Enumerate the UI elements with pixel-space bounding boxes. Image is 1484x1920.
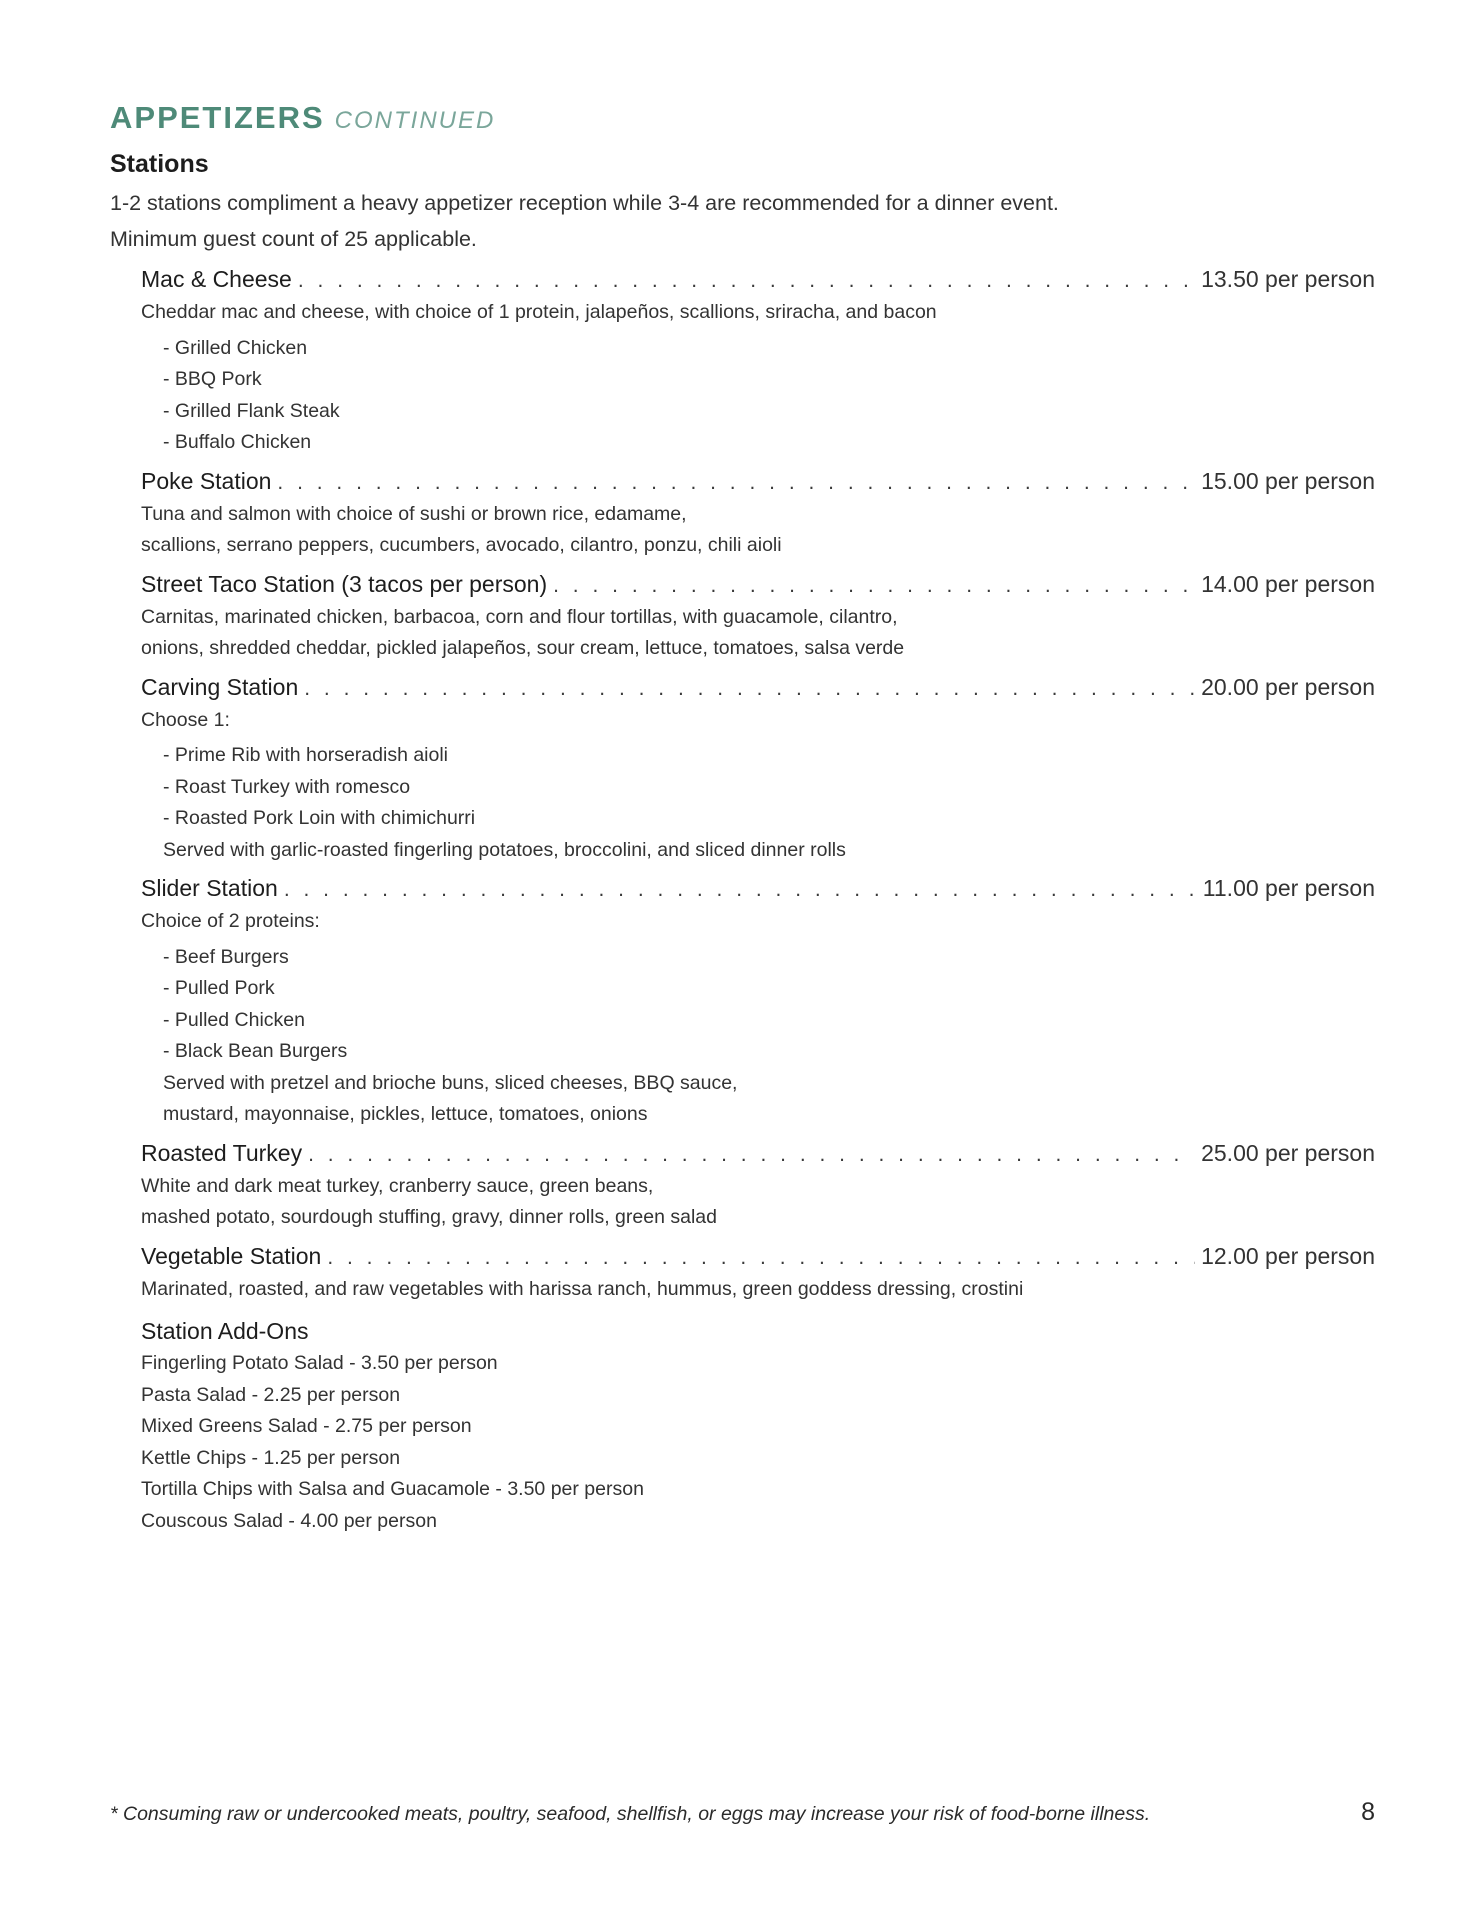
dot-leader <box>327 1241 1195 1274</box>
description-line: scallions, serrano peppers, cucumbers, avocado, cilantro, ponzu, chili aioli <box>141 534 782 556</box>
intro-line: Minimum guest count of 25 applicable. <box>110 227 477 251</box>
option-line: - Roast Turkey with romesco <box>163 775 411 798</box>
option-line: - Beef Burgers <box>163 945 289 968</box>
menu-item-mac-cheese <box>141 263 1375 459</box>
item-name: Carving Station <box>141 673 299 700</box>
option-line: Served with garlic-roasted fingerling potatoes, broccolini, and sliced dinner rolls <box>163 838 846 861</box>
option-line: - Pulled Chicken <box>163 1008 305 1031</box>
menu-item-street-taco-station <box>141 568 1375 665</box>
dot-leader <box>308 1138 1195 1171</box>
description-line: onions, shredded cheddar, pickled jalapeños, sour cream, lettuce, tomatoes, salsa verde <box>141 637 905 659</box>
description-line: Choose 1: <box>141 708 230 731</box>
description-line: Cheddar mac and cheese, with choice of 1 protein, jalapeños, scallions, sriracha, and bacon <box>141 301 937 323</box>
addon-line: Tortilla Chips with Salsa and Guacamole - 3.50 per person <box>141 1478 644 1500</box>
item-name: Street Taco Station (3 tacos per person) <box>141 570 548 597</box>
item-price: 13.50 per person <box>1201 266 1375 292</box>
description-line: mashed potato, sourdough stuffing, gravy, dinner rolls, green salad <box>141 1206 717 1228</box>
option-line: - Black Bean Burgers <box>163 1040 348 1062</box>
item-price: 14.00 per person <box>1201 570 1375 597</box>
option-line: - Pulled Pork <box>163 977 275 999</box>
item-description <box>141 1274 1375 1306</box>
addon-line: Mixed Greens Salad - 2.75 per person <box>141 1415 472 1437</box>
menu-page <box>110 100 1375 1537</box>
option-line: - BBQ Pork <box>163 368 262 390</box>
menu-item-vegetable-station <box>141 1240 1375 1306</box>
option-line: - Roasted Pork Loin with chimichurri <box>163 807 476 829</box>
description-line: Tuna and salmon with choice of sushi or brown rice, edamame, <box>141 502 687 525</box>
item-options <box>163 740 1375 866</box>
item-options <box>163 942 1375 1131</box>
item-description <box>141 906 1375 938</box>
item-price: 11.00 per person <box>1202 875 1375 901</box>
addons-list <box>141 1348 1375 1537</box>
page-number: 8 <box>1361 1798 1375 1826</box>
page-footer <box>110 1798 1375 1827</box>
dot-leader <box>284 873 1197 906</box>
item-name: Slider Station <box>141 875 278 901</box>
addon-line: Pasta Salad - 2.25 per person <box>141 1383 401 1406</box>
item-description <box>141 705 1375 737</box>
addon-line: Fingerling Potato Salad - 3.50 per person <box>141 1352 498 1374</box>
option-line: - Grilled Flank Steak <box>163 399 340 422</box>
option-line: Served with pretzel and brioche buns, sliced cheeses, BBQ sauce, <box>163 1071 738 1094</box>
heading-main: APPETIZERS <box>110 100 325 135</box>
section-intro <box>110 185 1375 257</box>
section-title: Stations <box>110 150 209 178</box>
menu-item-carving-station <box>141 671 1375 867</box>
description-line: White and dark meat turkey, cranberry sauce, green beans, <box>141 1174 654 1197</box>
menu-item-roasted-turkey <box>141 1137 1375 1234</box>
item-description <box>141 602 1375 665</box>
item-description <box>141 297 1375 329</box>
item-price: 12.00 per person <box>1201 1242 1375 1269</box>
dot-leader <box>277 466 1195 499</box>
station-list <box>141 263 1375 1537</box>
addon-line: Couscous Salad - 4.00 per person <box>141 1509 437 1532</box>
addon-line: Kettle Chips - 1.25 per person <box>141 1446 401 1469</box>
dot-leader <box>553 569 1195 602</box>
item-description <box>141 1171 1375 1234</box>
option-line: - Buffalo Chicken <box>163 431 312 453</box>
option-line: mustard, mayonnaise, pickles, lettuce, tomatoes, onions <box>163 1103 648 1125</box>
option-line: - Grilled Chicken <box>163 336 308 359</box>
item-price: 15.00 per person <box>1201 467 1375 494</box>
intro-line: 1-2 stations compliment a heavy appetizer reception while 3-4 are recommended for a dinner event. <box>110 191 1059 215</box>
item-description <box>141 499 1375 562</box>
item-options <box>163 333 1375 459</box>
description-line: Choice of 2 proteins: <box>141 910 320 932</box>
menu-item-poke-station <box>141 465 1375 562</box>
item-price: 20.00 per person <box>1201 673 1375 700</box>
description-line: Marinated, roasted, and raw vegetables with harissa ranch, hummus, green goddess dressing, crostini <box>141 1277 1024 1300</box>
item-name: Mac & Cheese <box>141 266 292 292</box>
heading-sub: CONTINUED <box>334 107 496 134</box>
dot-leader <box>304 672 1195 705</box>
item-name: Vegetable Station <box>141 1242 322 1269</box>
menu-item-slider-station <box>141 872 1375 1131</box>
food-safety-disclaimer: * Consuming raw or undercooked meats, poultry, seafood, shellfish, or eggs may increase your risk of food-borne illness. <box>110 1803 1151 1825</box>
addons-title: Station Add-Ons <box>141 1318 309 1344</box>
option-line: - Prime Rib with horseradish aioli <box>163 744 449 766</box>
item-name: Roasted Turkey <box>141 1139 303 1166</box>
item-price: 25.00 per person <box>1201 1139 1375 1166</box>
dot-leader <box>298 264 1195 297</box>
page-heading <box>110 100 1375 136</box>
item-name: Poke Station <box>141 467 272 494</box>
description-line: Carnitas, marinated chicken, barbacoa, corn and flour tortillas, with guacamole, cilantro, <box>141 605 898 628</box>
